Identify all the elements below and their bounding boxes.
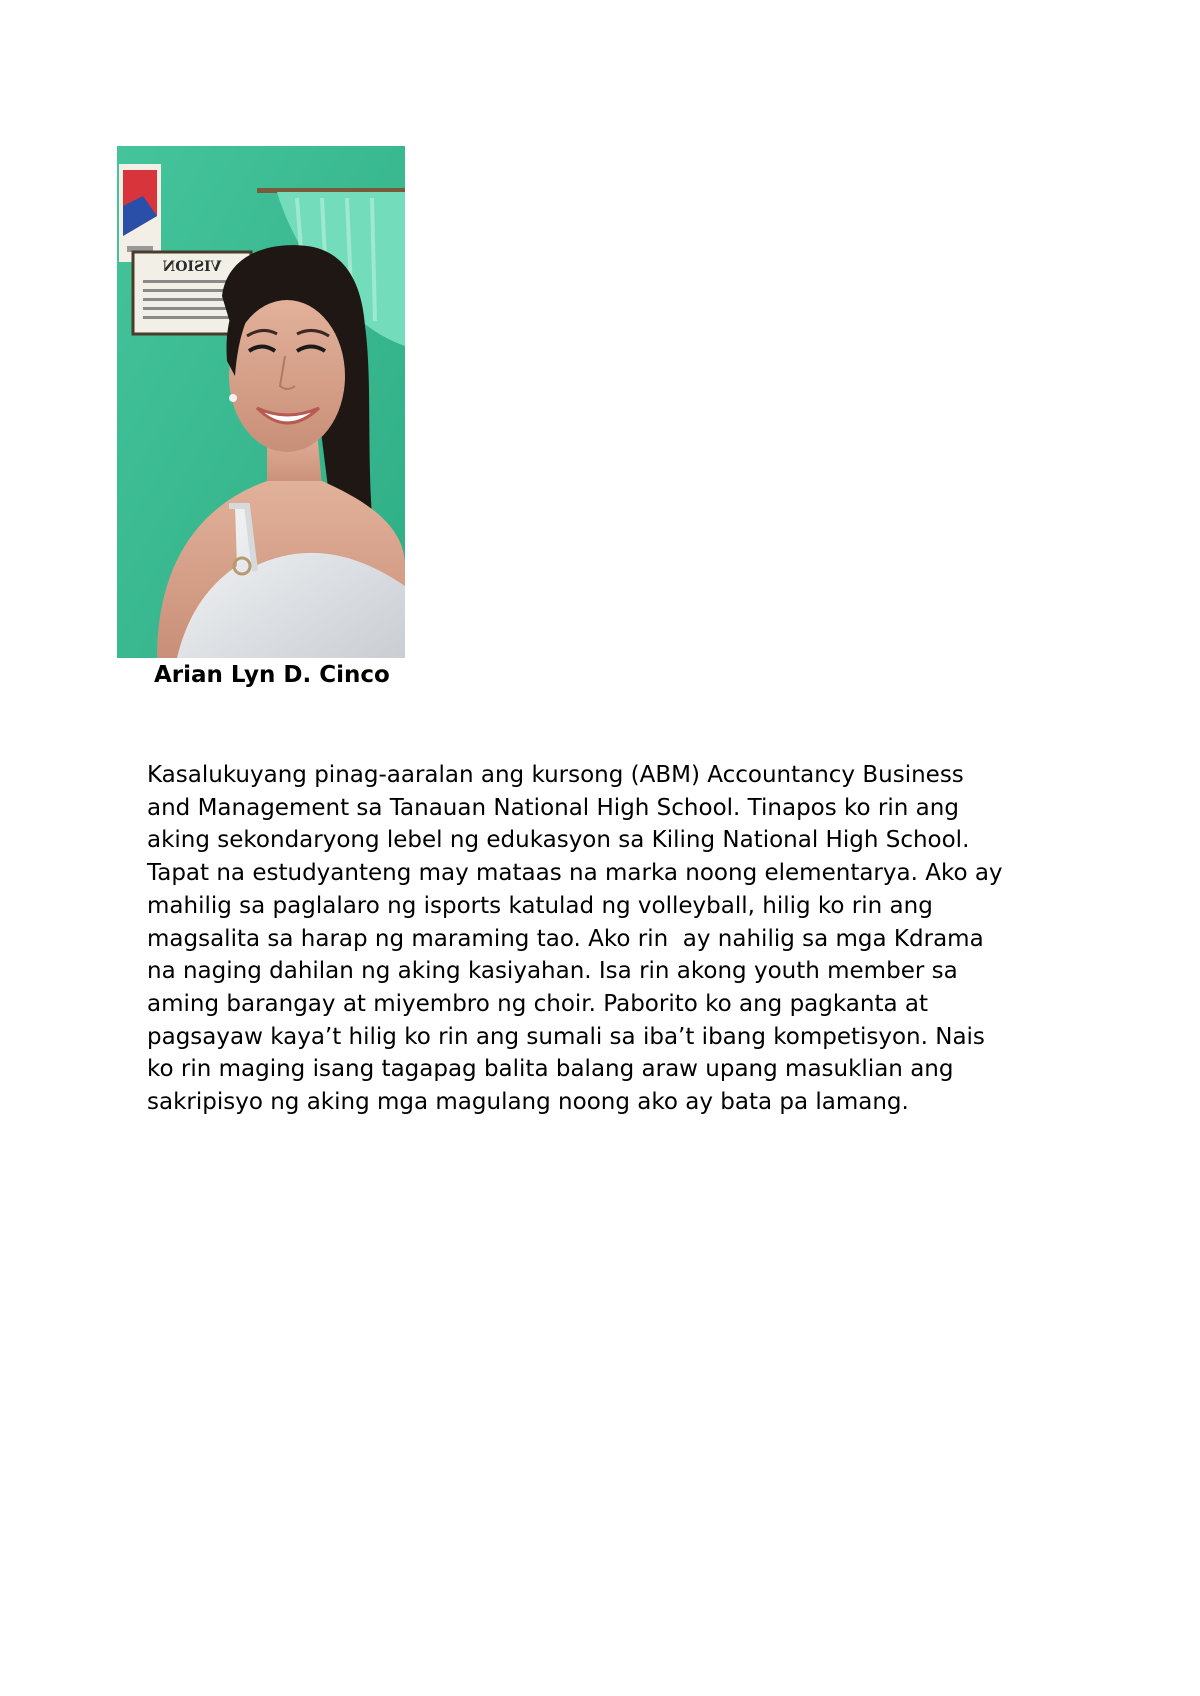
bio-line: aking sekondaryong lebel ng edukasyon sa Kiling National High School. bbox=[147, 827, 970, 854]
bio-line: ko rin maging isang tagapag balita balang araw upang masuklian ang bbox=[147, 1056, 954, 1083]
bio-line: Kasalukuyang pinag-aaralan ang kursong (ABM) Accountancy Business bbox=[147, 762, 964, 788]
bio-line: aming barangay at miyembro ng choir. Paborito ko ang pagkanta at bbox=[147, 990, 929, 1017]
bio-line: pagsayaw kaya’t hilig ko rin ang sumali sa iba’t ibang kompetisyon. Nais bbox=[147, 1023, 985, 1050]
bio-line: Tapat na estudyanteng may mataas na marka noong elementarya. Ako ay bbox=[147, 860, 1003, 887]
bio-paragraph bbox=[147, 759, 1067, 1119]
bio-line: magsalita sa harap ng maraming tao. Ako rin ay nahilig sa mga Kdrama bbox=[147, 925, 984, 952]
bio-line: and Management sa Tanauan National High School. Tinapos ko rin ang bbox=[147, 794, 959, 821]
profile-photo bbox=[117, 146, 405, 658]
face bbox=[229, 300, 345, 452]
portrait-illustration bbox=[117, 146, 405, 658]
bio-line: mahilig sa paglalaro ng isports katulad ng volleyball, hilig ko rin ang bbox=[147, 892, 933, 919]
profile-name: Arian Lyn D. Cinco bbox=[154, 662, 390, 688]
bio-line: na naging dahilan ng aking kasiyahan. Isa rin akong youth member sa bbox=[147, 958, 958, 985]
poster bbox=[119, 164, 161, 262]
svg-text:VISION: VISION bbox=[162, 259, 222, 275]
bio-line: sakripisyo ng aking mga magulang noong ako ay bata pa lamang. bbox=[147, 1089, 909, 1116]
